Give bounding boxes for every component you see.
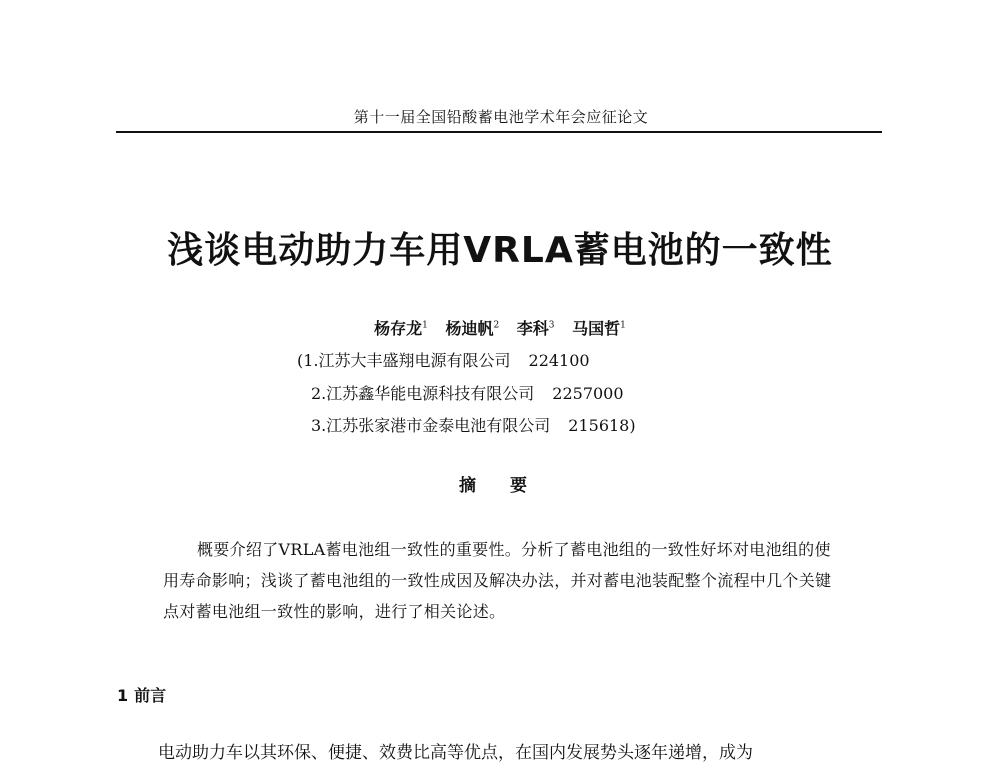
header-rule (116, 131, 882, 133)
postal-code: 215618) (568, 416, 636, 435)
author-name: 杨迪帆 (445, 319, 494, 338)
author-mark: 3 (548, 320, 555, 331)
postal-code: 224100 (528, 351, 590, 370)
section-heading (117, 683, 166, 706)
author-name: 李科 (516, 319, 549, 338)
affiliation-name: (1.江苏大丰盛翔电源有限公司 (297, 351, 511, 370)
postal-code: 2257000 (552, 384, 624, 403)
author-list (0, 316, 1000, 339)
affiliation-name: 2.江苏鑫华能电源科技有限公司 (311, 384, 535, 403)
affiliation-name: 3.江苏张家港市金泰电池有限公司 (311, 416, 551, 435)
author-1 (374, 319, 428, 338)
author-2 (445, 319, 499, 338)
affiliation-3 (311, 413, 636, 436)
body-paragraph: 电动助力车以其环保、便捷、效费比高等优点，在国内发展势头逐年递增，成为 (158, 743, 753, 763)
conference-header: 第十一届全国铅酸蓄电池学术年会应征论文 (353, 108, 649, 126)
author-name: 马国哲 (572, 319, 621, 338)
section-number: 1 (117, 686, 129, 705)
section-title: 前言 (134, 686, 167, 705)
abstract-body: 概要介绍了VRLA蓄电池组一致性的重要性。分析了蓄电池组的一致性好坏对电池组的使用寿命影响；浅谈了蓄电池组的一致性成因及解决办法，并对蓄电池装配整个流程中几个关键点对蓄电池组一致性的影响，进行了相关论述。 (163, 540, 832, 621)
affiliation-1 (297, 348, 590, 371)
author-3 (517, 319, 555, 338)
author-4 (572, 319, 626, 338)
affiliation-2 (311, 381, 624, 404)
abstract-heading: 摘 要 (459, 476, 541, 496)
paper-title: 浅谈电动助力车用VRLA蓄电池的一致性 (167, 230, 833, 271)
author-name: 杨存龙 (374, 319, 423, 338)
author-mark: 2 (493, 320, 500, 331)
author-mark: 1 (620, 320, 626, 331)
author-mark: 1 (422, 320, 428, 331)
